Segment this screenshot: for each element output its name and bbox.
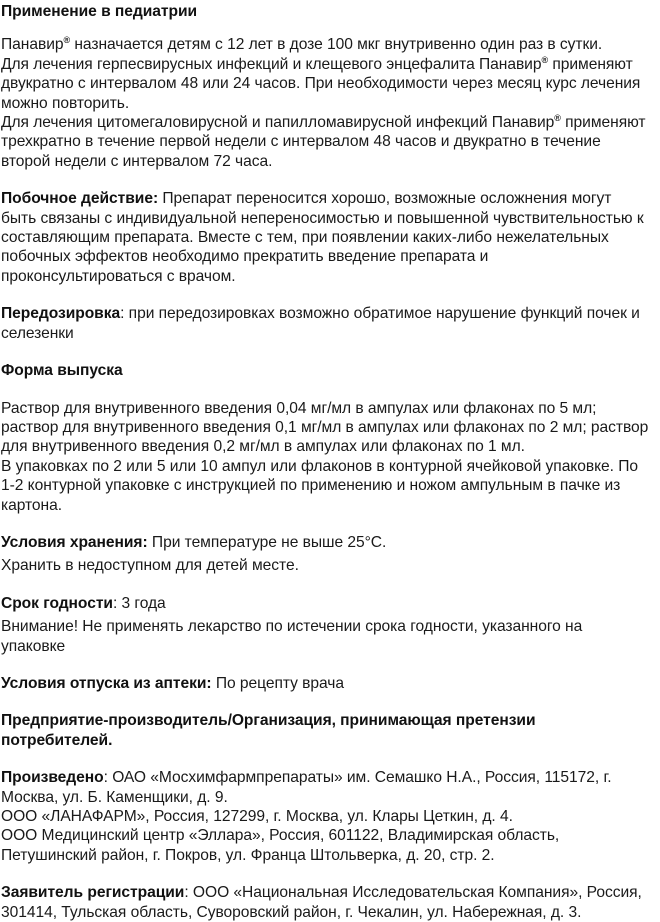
applicant-section xyxy=(1,883,649,922)
pediatrics-paragraph-2: Для лечения герпесвирусных инфекций и клещевого энцефалита Панавир® применяют двукратно с интервалом 48 или 24 часов. При необходимости через месяц курс лечения можно повторить. xyxy=(1,54,641,112)
registered-mark: ® xyxy=(541,54,549,65)
side-effects-section xyxy=(1,189,649,286)
release-form-paragraph-2: В упаковках по 2 или 5 или 10 ампул или флаконов в контурной ячейковой упаковке. По 1-2 контурной упаковке с инструкцией по применению и ножом ампульным в пачке из картона. xyxy=(1,457,639,514)
manufacturer-line-2: ООО «ЛАНАФАРМ», Россия, 127299, г. Москва, ул. Клары Цеткин, д. 4. xyxy=(1,808,513,825)
manufacturer-line-3: ООО Медицинский центр «Эллара», Россия, 601122, Владимирская область, Петушинский район, г. Покров, ул. Франца Штольверка, д. 20, стр. 2. xyxy=(1,827,560,864)
registered-mark: ® xyxy=(554,113,561,124)
overdose-text: : при передозировках возможно обратимое нарушение функций почек и селезенки xyxy=(1,305,640,342)
manufacturer-produced xyxy=(1,768,649,807)
pediatrics-paragraph-3: Для лечения цитомегаловирусной и папилломавирусной инфекций Панавир® применяют трехкратно в течение первой недели с интервалом 48 часов и двукратно в течение второй недели с интервалом 72 часа. xyxy=(1,113,646,170)
manufacturer-heading: Предприятие-производитель/Организация, принимающая претензии потребителей. xyxy=(1,712,536,749)
release-form-paragraph-1: Раствор для внутривенного введения 0,04 мг/мл в ампулах или флаконах по 5 мл; раствор для внутривенного введения 0,1 мг/мл в ампулах или флаконах по 2 мл; раствор для внутривенного введения 0,2 мг/мл в ампулах или флаконах по 1 мл. xyxy=(1,399,649,456)
shelf-life-label: Срок годности xyxy=(1,594,113,612)
pediatrics-paragraph-1: Панавир® назначается детям с 12 лет в дозе 100 мкг внутривенно один раз в сутки. xyxy=(1,35,603,54)
overdose-section xyxy=(1,304,649,343)
produced-text: : ОАО «Мосхимфармпрепараты» им. Семашко Н.А., Россия, 115172, г. Москва, ул. Б. Каменщики, д. 9. xyxy=(1,769,612,806)
pediatrics-heading: Применение в педиатрии xyxy=(1,3,198,20)
shelf-life-section xyxy=(1,594,649,613)
shelf-life-warning: Внимание! Не применять лекарство по истечении срока годности, указанного на упаковке xyxy=(1,618,583,655)
storage-label: Условия хранения: xyxy=(1,533,148,551)
dispensing-text: По рецепту врача xyxy=(211,674,344,692)
dispensing-label: Условия отпуска из аптеки: xyxy=(1,674,212,692)
shelf-life-text: : 3 года xyxy=(112,594,166,612)
side-effects-text: Препарат переносится хорошо, возможные осложнения могут быть связаны с индивидуальной непереносимостью и повышенной чувствительностью к составляющим препарата. Вместе с тем, при появлении каких-либо нежелательных побочных эффектов необходимо прекратить введение препарата и проконсультироваться с врачом. xyxy=(1,190,644,285)
storage-text: При температуре не выше 25°С. xyxy=(147,533,387,551)
storage-note: Хранить в недоступном для детей месте. xyxy=(1,557,299,575)
side-effects-label: Побочное действие: xyxy=(1,190,159,208)
release-form-heading: Форма выпуска xyxy=(1,362,123,380)
registered-mark: ® xyxy=(63,35,71,46)
applicant-label: Заявитель регистрации xyxy=(1,884,185,902)
storage-section xyxy=(1,533,649,552)
dispensing-section xyxy=(1,674,649,693)
produced-label: Произведено xyxy=(1,769,104,787)
applicant-text: : ООО «Национальная Исследовательская Компания», Россия, 301414, Тульская область, Суворовский район, г. Чекалин, ул. Набережная, д. 3. xyxy=(1,884,642,921)
overdose-label: Передозировка xyxy=(1,305,121,323)
